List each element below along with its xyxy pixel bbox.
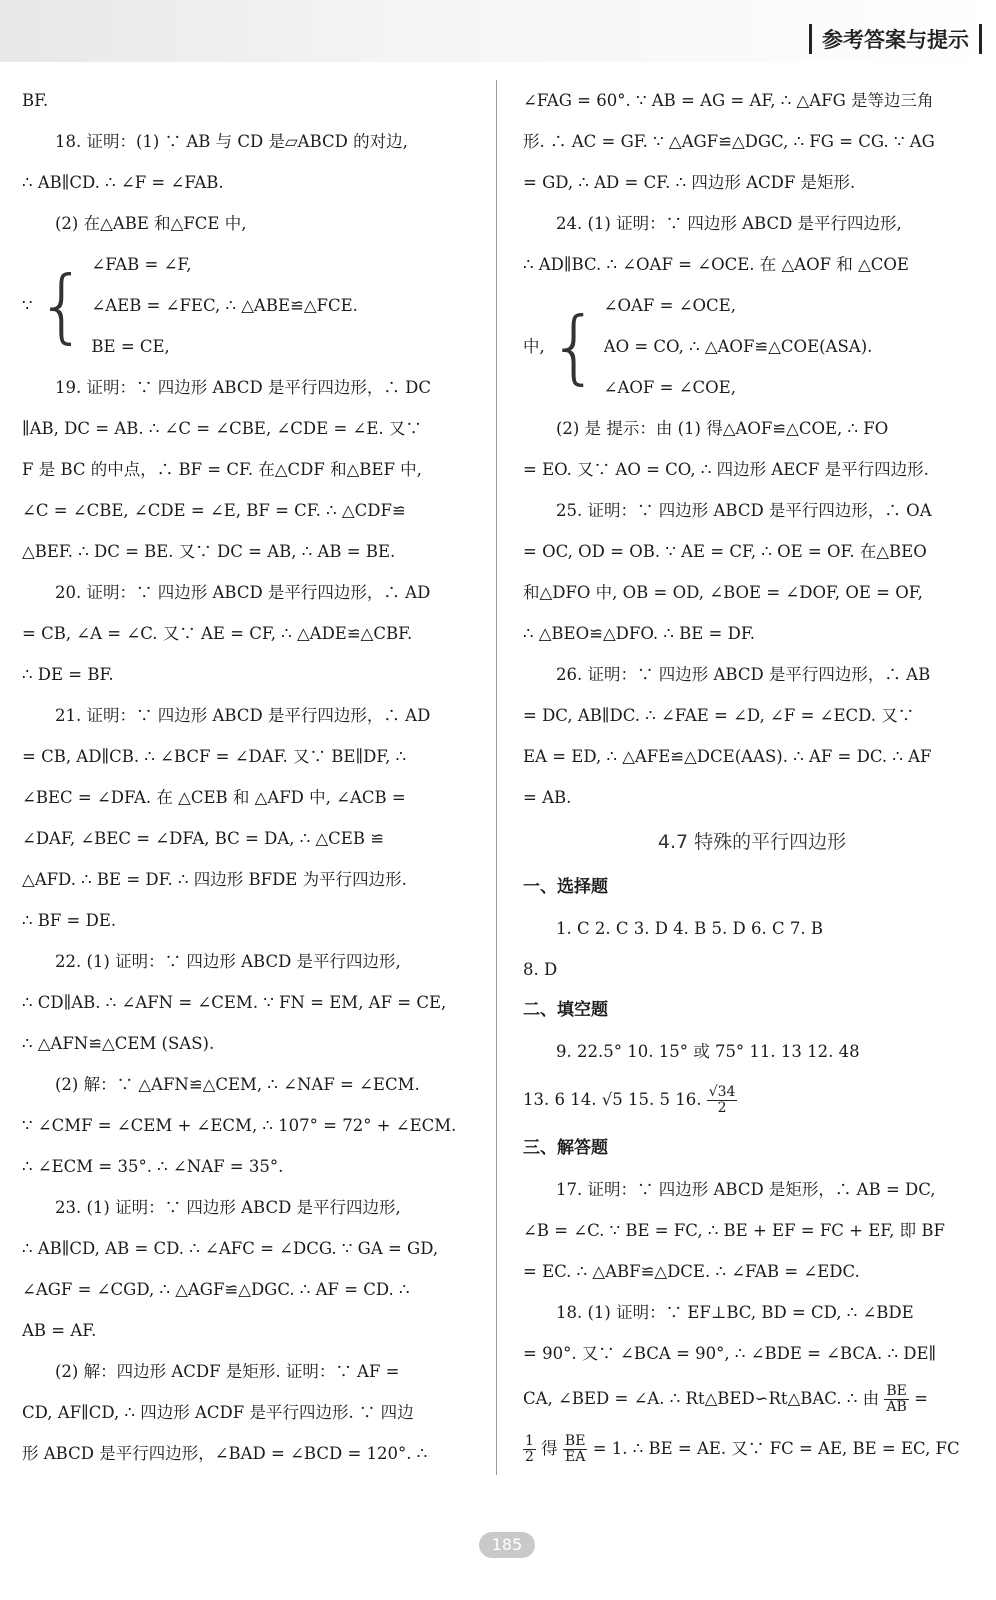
text: = 1. ∴ BE = AE. 又∵ FC = AE, BE = EC, FC [592, 1439, 960, 1458]
fraction-half [523, 1434, 536, 1466]
text: 得 [541, 1439, 558, 1458]
text-line: 21. 证明：∵ 四边形 ABCD 是平行四边形，∴ AD [55, 706, 431, 725]
text-line: EA = ED, ∴ △AFE≌△DCE(AAS). ∴ AF = DC. ∴ AF [523, 747, 932, 766]
brace-line: ∠AEB = ∠FEC, ∴ △ABE≌△FCE. [91, 296, 358, 315]
text-line: 20. 证明：∵ 四边形 ABCD 是平行四边形，∴ AD [55, 583, 431, 602]
brace-prefix: 中, [523, 337, 545, 356]
header-title: 参考答案与提示 [809, 24, 982, 54]
right-brace-block [523, 285, 981, 408]
heading-choice: 一、选择题 [523, 877, 608, 897]
text: CA, ∠BED = ∠A. ∴ Rt△BED∽Rt△BAC. ∴ 由 [523, 1389, 880, 1408]
fraction-be-ab [884, 1384, 909, 1416]
text-line: 形. ∴ AC = GF. ∵ △AGF≌△DGC, ∴ FG = CG. ∵ AG [523, 132, 935, 151]
brace-line: ∠AOF = ∠COE, [603, 378, 736, 397]
fill-answers-2 [523, 1072, 981, 1128]
heading-fill: 二、填空题 [523, 1000, 608, 1020]
text-line: 18. 证明：(1) ∵ AB 与 CD 是▱ABCD 的对边, [55, 132, 408, 151]
column-divider [496, 80, 497, 1475]
text-line: ∴ AB∥CD, AB = CD. ∴ ∠AFC = ∠DCG. ∵ GA = GD, [22, 1239, 439, 1258]
brace-line: ∠FAB = ∠F, [91, 255, 192, 274]
fraction-be-ea [563, 1434, 588, 1466]
text-line: ∴ △AFN≌△CEM (SAS). [22, 1034, 215, 1053]
brace-glyph: { [36, 258, 88, 352]
text-line: (2) 在△ABE 和△FCE 中, [55, 214, 247, 233]
text-line: △AFD. ∴ BE = DF. ∴ 四边形 BFDE 为平行四边形. [22, 870, 407, 889]
page-header [0, 0, 996, 62]
text-line: ∠AGF = ∠CGD, ∴ △AGF≌△DGC. ∴ AF = CD. ∴ [22, 1280, 410, 1299]
text-line: = CB, ∠A = ∠C. 又∵ AE = CF, ∴ △ADE≌△CBF. [22, 624, 413, 643]
text-line: 17. 证明：∵ 四边形 ABCD 是矩形，∴ AB = DC, [556, 1180, 936, 1199]
fraction-numerator: BE [564, 1432, 586, 1449]
text-line: = 90°. 又∵ ∠BCA = 90°, ∴ ∠BDE = ∠BCA. ∴ DE∥ [523, 1344, 937, 1363]
choice-answers-1: 1. C 2. C 3. D 4. B 5. D 6. C 7. B [556, 919, 823, 938]
text-line: 18. (1) 证明：∵ EF⊥BC, BD = CD, ∴ ∠BDE [556, 1303, 914, 1322]
text-line: (2) 解：四边形 ACDF 是矩形. 证明：∵ AF = [55, 1362, 400, 1381]
text-line: 22. (1) 证明：∵ 四边形 ABCD 是平行四边形, [55, 952, 401, 971]
text-line: 23. (1) 证明：∵ 四边形 ABCD 是平行四边形, [55, 1198, 401, 1217]
text: = [914, 1389, 928, 1408]
text-line: △BEF. ∴ DC = BE. 又∵ DC = AB, ∴ AB = BE. [22, 542, 396, 561]
text-line: = EO. 又∵ AO = CO, ∴ 四边形 AECF 是平行四边形. [523, 460, 929, 479]
text-line: ∠FAG = 60°. ∵ AB = AG = AF, ∴ △AFG 是等边三角 [523, 91, 934, 110]
fraction-numerator: BE [886, 1382, 907, 1399]
brace-prefix: ∵ [22, 296, 33, 315]
text-line: (2) 解：∵ △AFN≌△CEM, ∴ ∠NAF = ∠ECM. [55, 1075, 420, 1094]
brace-line: AO = CO, ∴ △AOF≌△COE(ASA). [603, 337, 873, 356]
text-line: 26. 证明：∵ 四边形 ABCD 是平行四边形，∴ AB [556, 665, 931, 684]
line-last [523, 1424, 981, 1474]
text-line: AB = AF. [22, 1321, 97, 1340]
line-similar [523, 1374, 981, 1424]
heading-solve: 三、解答题 [523, 1138, 608, 1158]
fraction-16 [707, 1085, 738, 1117]
fraction-denominator: 2 [717, 1100, 727, 1116]
text-line: ∴ DE = BF. [22, 665, 114, 684]
text-line: ∠BEC = ∠DFA. 在 △CEB 和 △AFD 中, ∠ACB = [22, 788, 406, 807]
page-number: 185 [479, 1532, 535, 1558]
text-line: = EC. ∴ △ABF≌△DCE. ∴ ∠FAB = ∠EDC. [523, 1262, 860, 1281]
fraction-denominator: 2 [525, 1449, 534, 1465]
text-line: 24. (1) 证明：∵ 四边形 ABCD 是平行四边形, [556, 214, 902, 233]
section-title: 4.7 特殊的平行四边形 [657, 831, 847, 853]
choice-answers-2: 8. D [523, 960, 558, 979]
text-line: ∠DAF, ∠BEC = ∠DFA, BC = DA, ∴ △CEB ≌ [22, 829, 385, 848]
text-line: 19. 证明：∵ 四边形 ABCD 是平行四边形，∴ DC [55, 378, 432, 397]
text-line: = OC, OD = OB. ∵ AE = CF, ∴ OE = OF. 在△BEO [523, 542, 927, 561]
brace-glyph: { [548, 299, 600, 393]
right-column [523, 80, 981, 1474]
text-line: ∠C = ∠CBE, ∠CDE = ∠E, BF = CF. ∴ △CDF≌ [22, 501, 406, 520]
text-line: F 是 BC 的中点，∴ BF = CF. 在△CDF 和△BEF 中, [22, 460, 422, 479]
text-line: ∵ ∠CMF = ∠CEM + ∠ECM, ∴ 107° = 72° + ∠ECM. [22, 1116, 457, 1135]
text-line: ∴ CD∥AB. ∴ ∠AFN = ∠CEM. ∵ FN = EM, AF = CE, [22, 993, 447, 1012]
fraction-numerator: √34 [708, 1083, 736, 1100]
fraction-denominator: AB [886, 1399, 907, 1415]
text-line: CD, AF∥CD, ∴ 四边形 ACDF 是平行四边形. ∵ 四边 [22, 1403, 414, 1422]
left-column [22, 80, 480, 1474]
fill-text: 13. 6 14. √5 15. 5 16. [523, 1090, 702, 1109]
fraction-denominator: EA [565, 1449, 586, 1465]
text-line: ∴ △BEO≌△DFO. ∴ BE = DF. [523, 624, 755, 643]
text-line: = GD, ∴ AD = CF. ∴ 四边形 ACDF 是矩形. [523, 173, 856, 192]
text-line: BF. [22, 91, 49, 110]
fill-answers-1: 9. 22.5° 10. 15° 或 75° 11. 13 12. 48 [556, 1042, 860, 1061]
text-line: 25. 证明：∵ 四边形 ABCD 是平行四边形，∴ OA [556, 501, 932, 520]
text-line: (2) 是 提示：由 (1) 得△AOF≌△COE, ∴ FO [556, 419, 889, 438]
text-line: = DC, AB∥DC. ∴ ∠FAE = ∠D, ∠F = ∠ECD. 又∵ [523, 706, 915, 725]
fraction-numerator: 1 [525, 1432, 534, 1449]
brace-line: ∠OAF = ∠OCE, [603, 296, 736, 315]
text-line: ∴ BF = DE. [22, 911, 117, 930]
text-line: ∠B = ∠C. ∵ BE = FC, ∴ BE + EF = FC + EF, 即 BF [523, 1221, 945, 1240]
left-brace-block [22, 244, 480, 367]
text-line: = CB, AD∥CB. ∴ ∠BCF = ∠DAF. 又∵ BE∥DF, ∴ [22, 747, 407, 766]
text-line: 和△DFO 中, OB = OD, ∠BOE = ∠DOF, OE = OF, [523, 583, 923, 602]
text-line: ∴ ∠ECM = 35°. ∴ ∠NAF = 35°. [22, 1157, 284, 1176]
text-line: ∥AB, DC = AB. ∴ ∠C = ∠CBE, ∠CDE = ∠E. 又∵ [22, 419, 422, 438]
text-line: 形 ABCD 是平行四边形，∠BAD = ∠BCD = 120°. ∴ [22, 1444, 428, 1463]
text-line: ∴ AD∥BC. ∴ ∠OAF = ∠OCE. 在 △AOF 和 △COE [523, 255, 909, 274]
brace-line: BE = CE, [91, 337, 170, 356]
text-line: = AB. [523, 788, 572, 807]
text-line: ∴ AB∥CD. ∴ ∠F = ∠FAB. [22, 173, 224, 192]
